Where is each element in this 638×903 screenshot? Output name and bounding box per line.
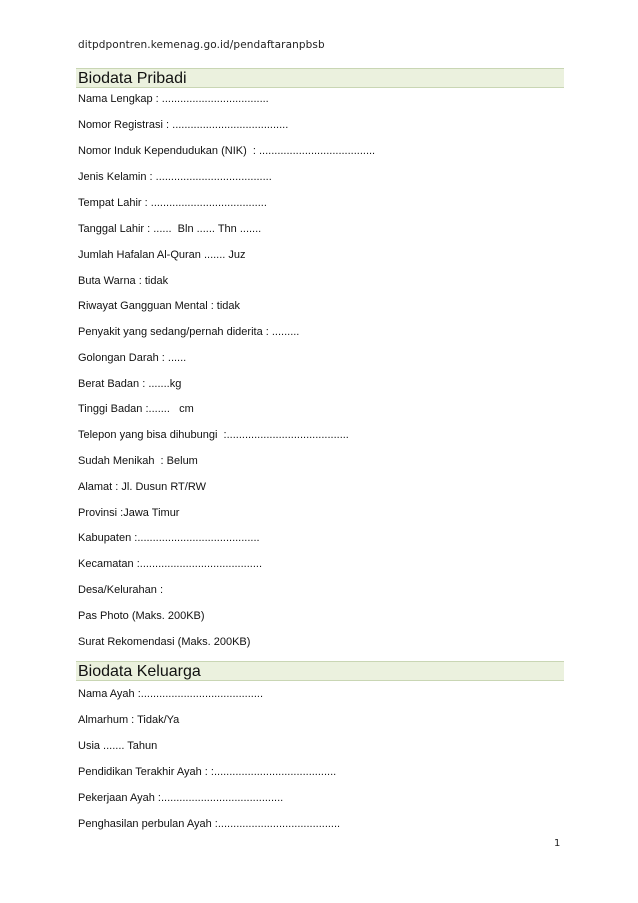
field-nama-lengkap: Nama Lengkap : ................................... [78,93,269,105]
field-nik: Nomor Induk Kependudukan (NIK) : ...................................... [78,145,376,157]
field-almarhum: Almarhum : Tidak/Ya [78,714,180,726]
field-riwayat-gangguan: Riwayat Gangguan Mental : tidak [78,300,241,312]
field-nomor-registrasi: Nomor Registrasi : ...................................... [78,119,289,131]
field-desa-kelurahan: Desa/Kelurahan : [78,584,163,596]
field-golongan-darah: Golongan Darah : ...... [78,352,187,364]
field-alamat: Alamat : Jl. Dusun RT/RW [78,481,206,493]
field-kecamatan: Kecamatan :........................................ [78,558,263,570]
field-tanggal-lahir: Tanggal Lahir : ...... Bln ...... Thn ....... [78,223,262,235]
field-sudah-menikah: Sudah Menikah : Belum [78,455,198,467]
document-url-header: ditpdpontren.kemenag.go.id/pendaftaranpbsb [78,39,325,51]
field-tinggi-badan: Tinggi Badan :....... cm [78,403,194,415]
field-nama-ayah: Nama Ayah :........................................ [78,688,264,700]
field-pas-photo: Pas Photo (Maks. 200KB) [78,610,205,622]
field-usia: Usia ....... Tahun [78,740,158,752]
field-pekerjaan-ayah: Pekerjaan Ayah :........................................ [78,792,284,804]
field-jumlah-hafalan: Jumlah Hafalan Al-Quran ....... Juz [78,249,246,261]
field-surat-rekomendasi: Surat Rekomendasi (Maks. 200KB) [78,636,251,648]
field-telepon: Telepon yang bisa dihubungi :........................................ [78,429,349,441]
field-provinsi: Provinsi :Jawa Timur [78,507,180,519]
field-penghasilan-ayah: Penghasilan perbulan Ayah :........................................ [78,818,341,830]
field-berat-badan: Berat Badan : .......kg [78,378,182,390]
field-penyakit: Penyakit yang sedang/pernah diderita : ......... [78,326,300,338]
field-kabupaten: Kabupaten :........................................ [78,532,260,544]
page-number: 1 [554,838,561,849]
field-tempat-lahir: Tempat Lahir : ...................................... [78,197,267,209]
field-jenis-kelamin: Jenis Kelamin : ...................................... [78,171,272,183]
field-pendidikan-ayah: Pendidikan Terakhir Ayah : :........................................ [78,766,337,778]
section-title-biodata-keluarga: Biodata Keluarga [76,661,564,681]
field-buta-warna: Buta Warna : tidak [78,275,169,287]
section-title-biodata-pribadi: Biodata Pribadi [76,68,564,88]
